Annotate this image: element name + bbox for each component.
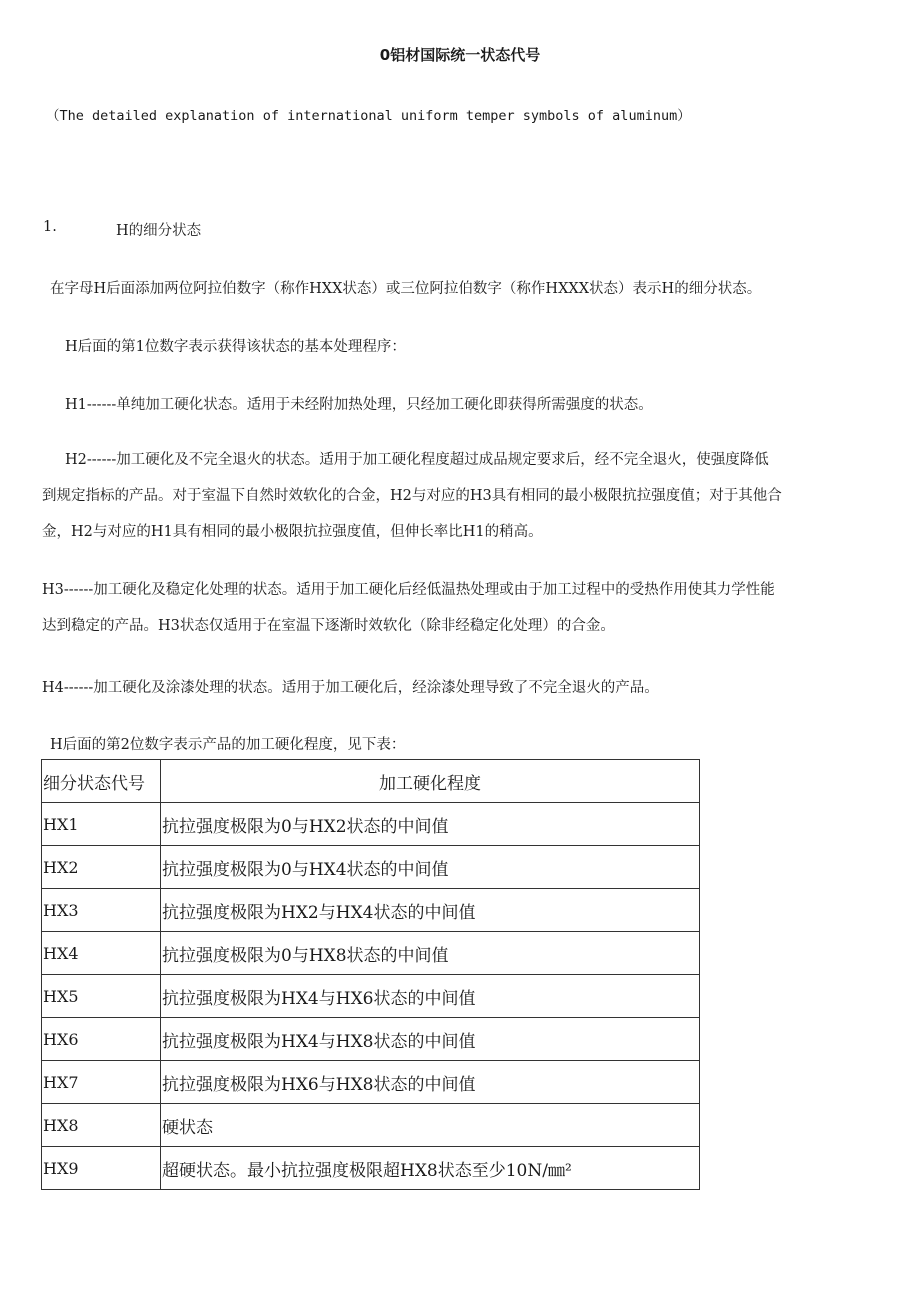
document-subtitle: （The detailed explanation of international uniform temper symbols of aluminum） [46,108,691,124]
table-cell-code: HX7 [42,1061,161,1104]
table-cell-code: HX3 [42,889,161,932]
table-header-code: 细分状态代号 [42,760,161,803]
table-row [42,803,700,846]
table-row [42,1147,700,1190]
table-cell-desc: 抗拉强度极限为HX4与HX6状态的中间值 [161,975,700,1018]
paragraph-h2-line: 到规定指标的产品。对于室温下自然时效软化的合金，H2与对应的H3具有相同的最小极限抗拉强度值；对于其他合 [42,488,782,504]
paragraph-h4: H4------加工硬化及涂漆处理的状态。适用于加工硬化后，经涂漆处理导致了不完全退火的产品。 [42,680,659,696]
table-cell-code: HX5 [42,975,161,1018]
table-cell-desc: 抗拉强度极限为HX2与HX4状态的中间值 [161,889,700,932]
paragraph-h3-line: 达到稳定的产品。H3状态仅适用于在室温下逐渐时效软化（除非经稳定化处理）的合金。 [42,618,615,634]
table-row [42,1061,700,1104]
table-cell-desc: 抗拉强度极限为0与HX8状态的中间值 [161,932,700,975]
table-cell-desc: 超硬状态。最小抗拉强度极限超HX8状态至少10N/㎜² [161,1147,700,1190]
paragraph-intro: 在字母H后面添加两位阿拉伯数字（称作HXX状态）或三位阿拉伯数字（称作HXXX状态）表示H的细分状态。 [50,281,762,297]
paragraph-h1: H1------单纯加工硬化状态。适用于未经附加热处理，只经加工硬化即获得所需强度的状态。 [65,397,653,413]
table-cell-code: HX4 [42,932,161,975]
paragraph-h2 [42,442,874,550]
table-cell-desc: 抗拉强度极限为HX6与HX8状态的中间值 [161,1061,700,1104]
table-cell-desc: 硬状态 [161,1104,700,1147]
table-header-row [42,760,700,803]
paragraph-h2-line: H2------加工硬化及不完全退火的状态。适用于加工硬化程度超过成品规定要求后，经不完全退火，使强度降低 [65,452,769,468]
document-title: 0铝材国际统一状态代号 [379,46,541,64]
table-cell-code: HX1 [42,803,161,846]
table-cell-desc: 抗拉强度极限为0与HX4状态的中间值 [161,846,700,889]
table-row [42,1104,700,1147]
table-row [42,846,700,889]
paragraph-first-digit: H后面的第1位数字表示获得该状态的基本处理程序： [65,339,406,355]
paragraph-h2-line: 金，H2与对应的H1具有相同的最小极限抗拉强度值，但伸长率比H1的稍高。 [42,524,543,540]
table-cell-code: HX6 [42,1018,161,1061]
paragraph-h3 [42,572,874,644]
section-heading: H的细分状态 [116,223,202,239]
table-cell-code: HX8 [42,1104,161,1147]
table-cell-code: HX2 [42,846,161,889]
table-row [42,975,700,1018]
temper-table [41,759,700,1190]
table-cell-desc: 抗拉强度极限为0与HX2状态的中间值 [161,803,700,846]
table-row [42,932,700,975]
table-cell-desc: 抗拉强度极限为HX4与HX8状态的中间值 [161,1018,700,1061]
section-number: 1. [43,219,57,235]
table-row [42,1018,700,1061]
paragraph-second-digit: H后面的第2位数字表示产品的加工硬化程度，见下表： [50,737,406,753]
paragraph-h3-line: H3------加工硬化及稳定化处理的状态。适用于加工硬化后经低温热处理或由于加工过程中的受热作用使其力学性能 [42,582,775,598]
table-header-degree: 加工硬化程度 [161,760,700,803]
table-row [42,889,700,932]
table-cell-code: HX9 [42,1147,161,1190]
